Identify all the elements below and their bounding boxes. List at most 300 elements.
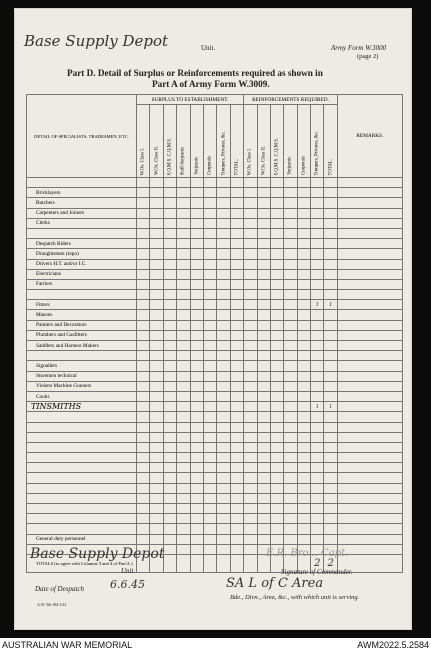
table-cell xyxy=(324,320,337,330)
table-cell xyxy=(150,371,163,381)
table-cell xyxy=(270,310,283,320)
table-cell xyxy=(324,412,337,422)
table-cell xyxy=(270,432,283,442)
table-cell xyxy=(217,188,230,198)
row-label: Cooks xyxy=(27,391,137,401)
table-cell xyxy=(177,320,190,330)
table-cell xyxy=(297,320,310,330)
table-cell xyxy=(177,259,190,269)
table-cell xyxy=(163,442,176,452)
table-cell xyxy=(163,320,176,330)
footer-unit-handwritten: Base Supply Depot xyxy=(30,546,165,562)
table-cell xyxy=(284,371,297,381)
reinforcements-header: REINFORCEMENTS REQUIRED. xyxy=(244,95,338,105)
table-cell xyxy=(311,310,324,320)
table-row xyxy=(27,178,403,188)
table-cell xyxy=(244,422,257,432)
count-mark: 1 xyxy=(311,402,324,412)
table-cell xyxy=(324,381,337,391)
table-cell xyxy=(284,524,297,534)
table-row xyxy=(27,504,403,514)
surplus-col-label: Corporals xyxy=(207,156,213,175)
date-label: Date of Despatch xyxy=(35,585,84,593)
table-cell xyxy=(163,188,176,198)
row-label: TINSMITHS xyxy=(27,402,137,412)
table-cell xyxy=(203,259,216,269)
table-cell xyxy=(270,249,283,259)
table-cell xyxy=(217,412,230,422)
table-cell xyxy=(150,504,163,514)
remarks-cell xyxy=(337,422,402,432)
table-cell xyxy=(190,493,203,503)
table-cell xyxy=(230,178,243,188)
table-cell xyxy=(150,269,163,279)
table-cell xyxy=(297,432,310,442)
remarks-cell xyxy=(337,483,402,493)
table-row xyxy=(27,218,403,228)
table-cell xyxy=(163,463,176,473)
table-cell xyxy=(230,504,243,514)
surplus-header: SURPLUS TO ESTABLISHMENT. xyxy=(137,95,244,105)
table-cell xyxy=(297,391,310,401)
row-label: Clerks xyxy=(27,218,137,228)
table-cell xyxy=(190,188,203,198)
table-cell xyxy=(230,198,243,208)
table-cell xyxy=(177,290,190,300)
table-cell xyxy=(150,249,163,259)
table-cell xyxy=(163,402,176,412)
table-cell xyxy=(311,514,324,524)
table-cell xyxy=(230,453,243,463)
table-cell xyxy=(270,371,283,381)
table-cell xyxy=(270,463,283,473)
table-cell xyxy=(203,524,216,534)
table-cell xyxy=(190,208,203,218)
table-cell xyxy=(284,320,297,330)
table-cell xyxy=(311,432,324,442)
table-cell xyxy=(244,249,257,259)
surplus-col-header xyxy=(177,105,190,178)
unit-label: Unit. xyxy=(201,44,216,52)
table-cell xyxy=(137,330,150,340)
table-row xyxy=(27,473,403,483)
remarks-cell xyxy=(337,279,402,289)
table-cell xyxy=(311,290,324,300)
table-cell xyxy=(244,504,257,514)
table-cell xyxy=(203,351,216,361)
table-cell xyxy=(203,361,216,371)
table-cell xyxy=(257,493,270,503)
table-row xyxy=(27,391,403,401)
remarks-cell xyxy=(337,290,402,300)
table-cell xyxy=(137,239,150,249)
table-cell xyxy=(150,442,163,452)
table-row xyxy=(27,290,403,300)
table-cell xyxy=(150,330,163,340)
table-row xyxy=(27,422,403,432)
table-cell xyxy=(217,453,230,463)
row-label: Carpenters and Joiners xyxy=(27,208,137,218)
row-label xyxy=(27,504,137,514)
table-cell xyxy=(270,218,283,228)
table-cell xyxy=(217,208,230,218)
table-cell xyxy=(203,504,216,514)
table-cell xyxy=(270,514,283,524)
table-cell xyxy=(297,330,310,340)
table-cell xyxy=(150,422,163,432)
table-cell xyxy=(137,432,150,442)
table-cell xyxy=(163,351,176,361)
table-cell xyxy=(270,351,283,361)
table-cell xyxy=(297,279,310,289)
table-cell xyxy=(137,402,150,412)
table-cell xyxy=(150,279,163,289)
table-cell xyxy=(324,239,337,249)
table-cell xyxy=(150,453,163,463)
table-cell xyxy=(244,381,257,391)
table-cell xyxy=(217,544,230,554)
table-cell xyxy=(270,320,283,330)
table-cell xyxy=(137,228,150,238)
table-cell xyxy=(284,351,297,361)
row-label xyxy=(27,432,137,442)
table-cell xyxy=(244,290,257,300)
table-cell xyxy=(163,453,176,463)
detail-table xyxy=(26,94,403,573)
table-cell xyxy=(270,493,283,503)
table-cell xyxy=(190,402,203,412)
table-cell xyxy=(217,371,230,381)
table-cell xyxy=(311,442,324,452)
table-cell xyxy=(163,269,176,279)
table-cell xyxy=(190,371,203,381)
table-cell xyxy=(230,514,243,524)
table-cell xyxy=(244,188,257,198)
table-row xyxy=(27,188,403,198)
table-cell xyxy=(150,341,163,351)
surplus-col-label: Troopers, Privates, &c. xyxy=(221,130,227,175)
table-cell xyxy=(177,218,190,228)
table-cell xyxy=(230,188,243,198)
remarks-cell xyxy=(337,402,402,412)
table-cell xyxy=(203,412,216,422)
table-cell xyxy=(230,412,243,422)
table-cell xyxy=(324,208,337,218)
print-code: A.W. 5th 384 5/41 xyxy=(37,602,67,607)
table-cell xyxy=(150,310,163,320)
table-cell xyxy=(297,341,310,351)
table-cell xyxy=(230,330,243,340)
table-cell xyxy=(163,249,176,259)
table-cell xyxy=(217,493,230,503)
table-cell xyxy=(150,381,163,391)
table-cell xyxy=(190,473,203,483)
surplus-col-label: Serjeants xyxy=(194,157,200,175)
table-cell xyxy=(311,320,324,330)
table-cell xyxy=(190,391,203,401)
table-cell xyxy=(163,208,176,218)
reinf-col-header xyxy=(324,105,337,178)
table-cell xyxy=(244,351,257,361)
table-cell xyxy=(190,228,203,238)
table-cell xyxy=(244,463,257,473)
page-note: (page 2) xyxy=(357,53,379,60)
table-cell xyxy=(203,432,216,442)
table-cell xyxy=(311,198,324,208)
table-row xyxy=(27,412,403,422)
table-cell xyxy=(230,391,243,401)
table-cell xyxy=(190,239,203,249)
row-label xyxy=(27,422,137,432)
table-cell xyxy=(244,208,257,218)
row-label: General duty personnel xyxy=(27,534,137,544)
table-cell xyxy=(190,218,203,228)
table-cell xyxy=(297,371,310,381)
table-row xyxy=(27,208,403,218)
table-cell xyxy=(190,320,203,330)
part-title-2: Part A of Army Form W.3009. xyxy=(152,79,270,89)
table-cell xyxy=(257,371,270,381)
table-cell xyxy=(297,249,310,259)
footer-unit-label: Unit. xyxy=(121,567,136,575)
table-cell xyxy=(137,208,150,218)
table-cell xyxy=(217,504,230,514)
table-cell xyxy=(284,208,297,218)
table-cell xyxy=(297,442,310,452)
table-cell xyxy=(150,228,163,238)
table-cell xyxy=(230,371,243,381)
table-cell xyxy=(177,330,190,340)
table-cell xyxy=(230,208,243,218)
table-cell xyxy=(257,463,270,473)
row-label xyxy=(27,351,137,361)
table-cell xyxy=(150,432,163,442)
table-cell xyxy=(270,412,283,422)
table-cell xyxy=(257,341,270,351)
table-cell xyxy=(311,391,324,401)
table-cell xyxy=(177,188,190,198)
table-cell xyxy=(244,534,257,544)
table-cell xyxy=(203,310,216,320)
table-cell xyxy=(284,453,297,463)
table-cell xyxy=(311,218,324,228)
table-cell xyxy=(324,269,337,279)
table-cell xyxy=(150,483,163,493)
table-cell xyxy=(244,412,257,422)
reinf-col-header xyxy=(270,105,283,178)
table-cell xyxy=(257,442,270,452)
table-cell xyxy=(230,259,243,269)
table-cell xyxy=(217,402,230,412)
table-cell xyxy=(324,473,337,483)
table-cell xyxy=(163,279,176,289)
table-cell xyxy=(203,188,216,198)
table-cell xyxy=(150,351,163,361)
row-label: Plumbers and Gasfitters xyxy=(27,330,137,340)
table-cell xyxy=(163,483,176,493)
table-cell xyxy=(284,534,297,544)
table-cell xyxy=(311,422,324,432)
table-cell xyxy=(230,554,243,572)
table-cell xyxy=(137,493,150,503)
table-cell xyxy=(324,442,337,452)
table-cell xyxy=(270,422,283,432)
table-cell xyxy=(217,361,230,371)
table-cell xyxy=(297,290,310,300)
table-row xyxy=(27,463,403,473)
table-cell xyxy=(244,371,257,381)
table-cell xyxy=(270,300,283,310)
table-cell xyxy=(163,341,176,351)
table-cell xyxy=(203,391,216,401)
remarks-cell xyxy=(337,300,402,310)
table-cell xyxy=(203,208,216,218)
table-cell xyxy=(177,381,190,391)
table-cell xyxy=(324,330,337,340)
count-mark: 1 xyxy=(324,300,337,310)
table-cell xyxy=(177,310,190,320)
table-cell xyxy=(190,361,203,371)
surplus-col-header xyxy=(150,105,163,178)
table-cell xyxy=(177,432,190,442)
table-cell xyxy=(230,320,243,330)
table-cell xyxy=(150,412,163,422)
table-cell xyxy=(244,453,257,463)
table-cell xyxy=(177,453,190,463)
table-cell xyxy=(284,290,297,300)
totals-label: TOTALS (to agree with Columns 3 and 4 of Part A.) xyxy=(27,554,137,572)
table-cell xyxy=(230,228,243,238)
table-cell xyxy=(230,381,243,391)
table-cell xyxy=(311,259,324,269)
remarks-cell xyxy=(337,228,402,238)
table-cell xyxy=(244,178,257,188)
row-label: Painters and Decorators xyxy=(27,320,137,330)
reinf-col-header xyxy=(284,105,297,178)
table-cell xyxy=(137,524,150,534)
table-cell xyxy=(311,463,324,473)
reinf-col-header xyxy=(244,105,257,178)
table-cell xyxy=(150,463,163,473)
table-cell xyxy=(230,463,243,473)
table-cell xyxy=(244,432,257,442)
table-cell xyxy=(137,361,150,371)
remarks-cell xyxy=(337,412,402,422)
table-cell xyxy=(244,483,257,493)
table-cell xyxy=(257,473,270,483)
table-cell xyxy=(190,341,203,351)
table-row xyxy=(27,341,403,351)
table-cell xyxy=(190,198,203,208)
table-cell xyxy=(137,442,150,452)
table-cell xyxy=(137,269,150,279)
table-cell xyxy=(257,310,270,320)
table-cell xyxy=(284,402,297,412)
table-cell xyxy=(284,422,297,432)
remarks-cell xyxy=(337,391,402,401)
table-cell xyxy=(257,534,270,544)
table-cell xyxy=(203,320,216,330)
row-label xyxy=(27,228,137,238)
table-cell xyxy=(190,463,203,473)
table-cell xyxy=(177,249,190,259)
table-cell xyxy=(217,463,230,473)
table-cell xyxy=(270,453,283,463)
table-cell xyxy=(257,300,270,310)
table-cell xyxy=(177,422,190,432)
table-cell xyxy=(284,310,297,320)
table-cell xyxy=(230,351,243,361)
table-cell xyxy=(244,493,257,503)
table-cell xyxy=(257,391,270,401)
table-cell xyxy=(230,300,243,310)
table-cell xyxy=(230,290,243,300)
table-cell xyxy=(297,361,310,371)
table-cell xyxy=(177,239,190,249)
table-cell xyxy=(150,188,163,198)
table-cell xyxy=(217,300,230,310)
table-cell xyxy=(177,228,190,238)
table-cell xyxy=(177,473,190,483)
table-row xyxy=(27,402,403,412)
table-cell xyxy=(244,269,257,279)
table-cell xyxy=(270,198,283,208)
caption-left: AUSTRALIAN WAR MEMORIAL xyxy=(2,640,133,650)
table-cell xyxy=(244,310,257,320)
table-cell xyxy=(257,320,270,330)
table-cell xyxy=(163,504,176,514)
remarks-cell xyxy=(337,310,402,320)
table-row xyxy=(27,442,403,452)
table-cell xyxy=(177,208,190,218)
table-cell xyxy=(150,514,163,524)
table-row xyxy=(27,432,403,442)
remarks-cell xyxy=(337,493,402,503)
table-cell xyxy=(311,534,324,544)
table-row xyxy=(27,493,403,503)
table-cell xyxy=(137,422,150,432)
table-cell xyxy=(150,391,163,401)
date-value: 6.6.45 xyxy=(110,578,145,591)
table-cell xyxy=(297,504,310,514)
table-cell xyxy=(163,473,176,483)
table-cell xyxy=(177,198,190,208)
row-label: Draughtsmen (topo) xyxy=(27,249,137,259)
remarks-cell xyxy=(337,218,402,228)
surplus-col-header xyxy=(137,105,150,178)
table-cell xyxy=(270,483,283,493)
table-cell xyxy=(137,504,150,514)
table-cell xyxy=(257,361,270,371)
table-cell xyxy=(217,432,230,442)
table-cell xyxy=(137,381,150,391)
table-cell xyxy=(284,473,297,483)
table-cell xyxy=(163,290,176,300)
table-cell xyxy=(257,432,270,442)
area-value: SA L of C Area xyxy=(226,576,324,591)
table-cell xyxy=(217,320,230,330)
table-row xyxy=(27,483,403,493)
table-cell xyxy=(311,361,324,371)
table-cell xyxy=(230,544,243,554)
table-cell xyxy=(190,279,203,289)
row-label xyxy=(27,463,137,473)
table-cell xyxy=(284,463,297,473)
table-cell xyxy=(270,330,283,340)
remarks-cell xyxy=(337,239,402,249)
remarks-cell xyxy=(337,514,402,524)
table-cell xyxy=(311,239,324,249)
